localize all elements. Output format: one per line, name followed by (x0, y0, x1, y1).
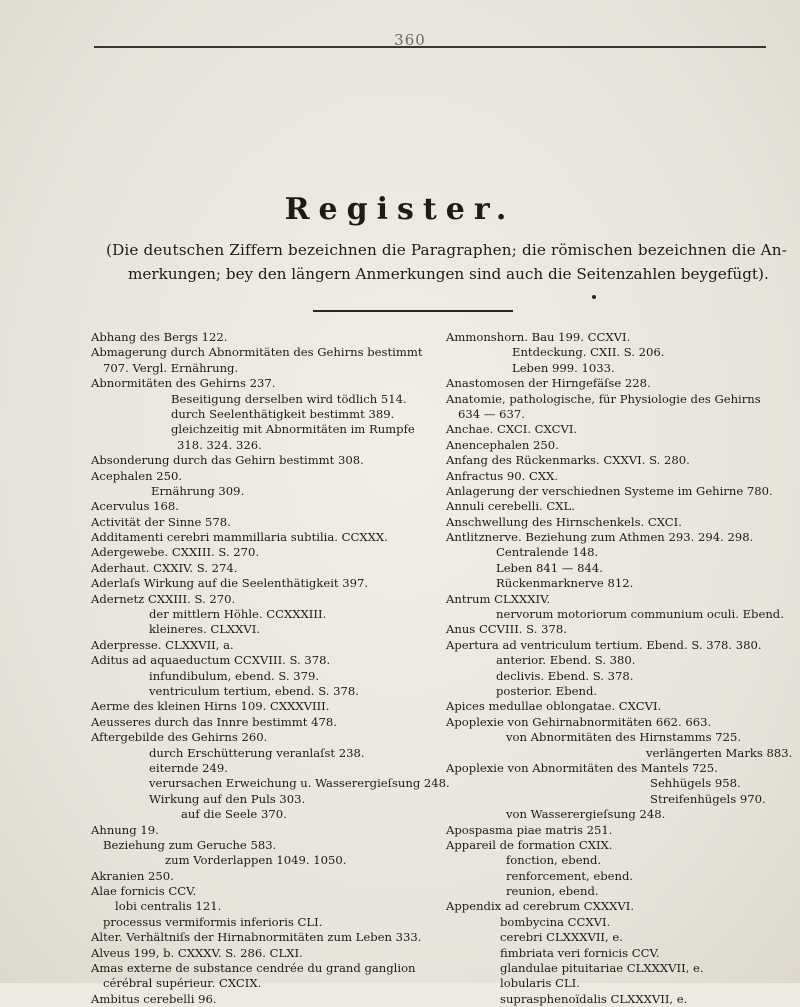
index-entry: Activität der Sinne 578. (91, 514, 231, 529)
index-subentry: fimbriata veri fornicis CCV. (500, 945, 660, 960)
index-entry: Appareil de formation CXIX. (446, 837, 613, 852)
index-entry: Appendix ad cerebrum CXXXVI. (446, 899, 635, 914)
explanation-line-2: merkungen; bey den längern Anmerkungen sind auch die Seitenzahlen beygefügt). (128, 265, 769, 283)
index-entry: Apertura ad ventriculum tertium. Ebend. S. 378. 380. (446, 637, 762, 652)
index-entry: Aerme des kleinen Hirns 109. CXXXVIII. (91, 699, 330, 714)
index-subentry: zum Vorderlappen 1049. 1050. (165, 853, 347, 868)
index-subentry: cérébral supérieur. CXCIX. (103, 976, 262, 991)
page-number: 360 (394, 31, 426, 49)
index-entry: Acervulus 168. (91, 499, 179, 514)
index-entry: Aderhaut. CXXIV. S. 274. (91, 560, 238, 575)
index-entry: Anlagerung der verschiednen Systeme im Gehirne 780. (446, 483, 773, 498)
index-entry: Alveus 199, b. CXXXV. S. 286. CLXI. (91, 945, 303, 960)
index-entry: Aderpresse. CLXXVII, a. (91, 637, 234, 652)
index-subentry: der mittlern Höhle. CCXXXIII. (149, 607, 327, 622)
index-subentry: bombycina CCXVI. (500, 914, 611, 929)
index-entry: Anencephalen 250. (446, 437, 559, 452)
index-subentry: reunion, ebend. (506, 884, 599, 899)
page-title: Register. (284, 192, 516, 227)
index-subentry: nervorum motoriorum communium oculi. Ebend. (496, 607, 784, 622)
index-entry: Aeusseres durch das Innre bestimmt 478. (91, 714, 337, 729)
index-entry: Abnormitäten des Gehirns 237. (91, 376, 276, 391)
index-subentry: Leben 999. 1033. (512, 360, 615, 375)
index-entry: Additamenti cerebri mammillaria subtilia. CCXXX. (91, 530, 388, 545)
index-entry: Antrum CLXXXIV. (446, 591, 551, 606)
ornament-dot (592, 295, 596, 299)
index-subentry: auf die Seele 370. (181, 807, 287, 822)
index-subentry: verursachen Erweichung u. Wasserergieſsung 248. (149, 776, 450, 791)
index-entry: Anatomie, pathologische, für Physiologie des Gehirns (446, 391, 761, 406)
index-subentry: Rückenmarknerve 812. (496, 576, 634, 591)
index-subentry: Sehhügels 958. (650, 776, 741, 791)
index-entry: Antlitznerve. Beziehung zum Athmen 293. 294. 298. (446, 530, 754, 545)
index-entry: Aftergebilde des Gehirns 260. (91, 730, 268, 745)
index-entry: Acephalen 250. (91, 468, 183, 483)
index-entry: Anus CCVIII. S. 378. (446, 622, 567, 637)
index-subentry: Ernährung 309. (151, 483, 245, 498)
index-subentry: fonction, ebend. (506, 853, 602, 868)
index-entry: Adernetz CXXIII. S. 270. (91, 591, 236, 606)
index-subentry: declivis. Ebend. S. 378. (496, 668, 634, 683)
index-entry: Anastomosen der Hirngefäſse 228. (446, 376, 651, 391)
index-subentry: cerebri CLXXXVII, e. (500, 930, 623, 945)
index-subentry: Centralende 148. (496, 545, 599, 560)
index-subentry: Entdeckung. CXII. S. 206. (512, 345, 665, 360)
index-entry: Apices medullae oblongatae. CXCVI. (446, 699, 662, 714)
index-subentry: von Wasserergieſsung 248. (506, 807, 666, 822)
index-subentry: 634 — 637. (458, 406, 525, 421)
index-subentry: verlängerten Marks 883. (646, 745, 793, 760)
index-subentry: gleichzeitig mit Abnormitäten im Rumpfe (171, 422, 415, 437)
index-subentry: Beziehung zum Geruche 583. (103, 837, 277, 852)
index-entry: Aderlaſs Wirkung auf die Seelenthätigkeit 397. (91, 576, 369, 591)
index-subentry: processus vermiformis inferioris CLI. (103, 914, 323, 929)
index-entry: Anchae. CXCI. CXCVI. (446, 422, 578, 437)
index-entry: Apospasma piae matris 251. (446, 822, 613, 837)
index-entry: Abhang des Bergs 122. (91, 330, 228, 344)
index-entry: Anschwellung des Hirnschenkels. CXCI. (446, 514, 682, 529)
index-subentry: renforcement, ebend. (506, 868, 634, 883)
index-subentry: lobi centralis 121. (115, 899, 222, 914)
index-subentry: Leben 841 — 844. (496, 560, 603, 575)
index-entry: Apoplexie von Abnormitäten des Mantels 725. (446, 760, 718, 775)
index-subentry: Beseitigung derselben wird tödlich 514. (171, 391, 407, 406)
index-column-right (446, 330, 793, 1007)
index-entry: Absonderung durch das Gehirn bestimmt 308. (91, 453, 364, 468)
index-entry: Alae fornicis CCV. (91, 884, 197, 899)
index-entry: Ambitus cerebelli 96. (91, 991, 217, 1006)
index-subentry: glandulae pituitariae CLXXXVII, e. (500, 961, 704, 976)
index-entry: Alter. Verhältniſs der Hirnabnormitäten zum Leben 333. (91, 930, 422, 945)
index-entry: Ahnung 19. (91, 822, 159, 837)
index-entry: Akranien 250. (91, 868, 174, 883)
index-subentry: Streifenhügels 970. (650, 791, 766, 806)
index-subentry: suprasphenoïdalis CLXXXVII, e. (500, 991, 688, 1006)
index-entry: Anfractus 90. CXX. (446, 468, 559, 483)
index-subentry: posterior. Ebend. (496, 683, 598, 698)
section-divider (313, 310, 513, 312)
index-entry: Adergewebe. CXXIII. S. 270. (91, 545, 260, 560)
index-entry: Annuli cerebelli. CXL. (446, 499, 575, 514)
index-entry: Anfang des Rückenmarks. CXXVI. S. 280. (446, 453, 690, 468)
index-subentry: von Abnormitäten des Hirnstamms 725. (506, 730, 742, 745)
index-subentry: 318. 324. 326. (177, 437, 262, 452)
header-rule (94, 46, 766, 48)
index-subentry: durch Seelenthätigkeit bestimmt 389. (171, 406, 395, 421)
index-entry: Apoplexie von Gehirnabnormitäten 662. 663. (446, 714, 712, 729)
explanation-line-1: (Die deutschen Ziffern bezeichnen die Paragraphen; die römischen bezeichnen die An- (106, 241, 788, 259)
register-explanation (106, 238, 796, 286)
index-column-left (91, 330, 450, 1007)
index-subentry: anterior. Ebend. S. 380. (496, 653, 636, 668)
index-subentry: durch Erschütterung veranlaſst 238. (149, 745, 365, 760)
index-subentry: kleineres. CLXXVI. (149, 622, 261, 637)
index-subentry: Wirkung auf den Puls 303. (149, 791, 306, 806)
index-entry: Ammonshorn. Bau 199. CCXVI. (446, 330, 631, 344)
index-entry: Aditus ad aquaeductum CCXVIII. S. 378. (91, 653, 331, 668)
index-subentry: infundibulum, ebend. S. 379. (149, 668, 320, 683)
index-subentry: eiternde 249. (149, 760, 228, 775)
index-subentry: 707. Vergl. Ernährung. (103, 360, 239, 375)
index-entry: Amas externe de substance cendrée du grand ganglion (91, 961, 416, 976)
index-subentry: lobularis CLI. (500, 976, 580, 991)
index-entry: Abmagerung durch Abnormitäten des Gehirns bestimmt (91, 345, 423, 360)
index-subentry: ventriculum tertium, ebend. S. 378. (149, 683, 359, 698)
